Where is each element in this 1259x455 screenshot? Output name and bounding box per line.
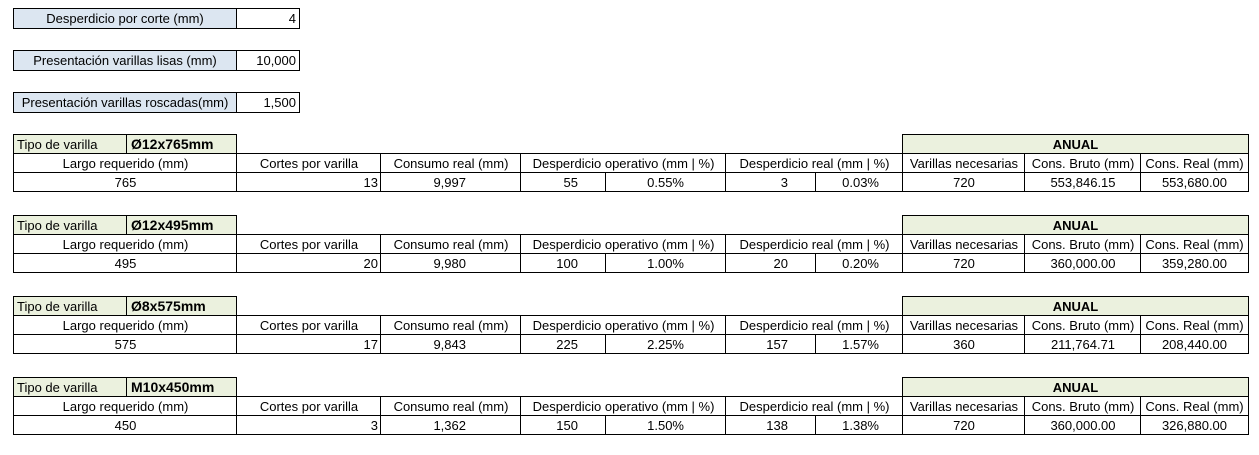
value-desp-real-pct[interactable]: 0.20% — [815, 253, 903, 273]
presentacion-lisas-label[interactable]: Presentación varillas lisas (mm) — [13, 50, 237, 71]
header-varillas[interactable]: Varillas necesarias — [902, 153, 1025, 173]
header-largo[interactable]: Largo requerido (mm) — [13, 153, 237, 173]
header-cortes[interactable]: Cortes por varilla — [236, 153, 381, 173]
anual-header[interactable]: ANUAL — [902, 215, 1249, 235]
value-desp-op-pct[interactable]: 0.55% — [605, 172, 726, 192]
value-real[interactable]: 553,680.00 — [1140, 172, 1249, 192]
header-desp-real[interactable]: Desperdicio real (mm | %) — [725, 396, 903, 416]
value-bruto[interactable]: 211,764.71 — [1024, 334, 1141, 354]
value-bruto[interactable]: 553,846.15 — [1024, 172, 1141, 192]
tipo-label[interactable]: Tipo de varilla — [13, 296, 127, 316]
desperdicio-corte-value[interactable]: 4 — [236, 8, 300, 29]
anual-header[interactable]: ANUAL — [902, 377, 1249, 397]
value-desp-op-pct[interactable]: 2.25% — [605, 334, 726, 354]
header-bruto[interactable]: Cons. Bruto (mm) — [1024, 396, 1141, 416]
tipo-name[interactable]: M10x450mm — [126, 377, 237, 397]
value-cortes[interactable]: 17 — [236, 334, 381, 354]
header-consumo[interactable]: Consumo real (mm) — [380, 396, 521, 416]
value-consumo[interactable]: 9,980 — [380, 253, 521, 273]
header-desp-operativo[interactable]: Desperdicio operativo (mm | %) — [520, 396, 726, 416]
value-cortes[interactable]: 13 — [236, 172, 381, 192]
value-largo[interactable]: 765 — [13, 172, 237, 192]
value-desp-op-pct[interactable]: 1.00% — [605, 253, 726, 273]
value-largo[interactable]: 450 — [13, 415, 237, 435]
header-desp-operativo[interactable]: Desperdicio operativo (mm | %) — [520, 153, 726, 173]
value-cortes[interactable]: 3 — [236, 415, 381, 435]
value-real[interactable]: 326,880.00 — [1140, 415, 1249, 435]
value-bruto[interactable]: 360,000.00 — [1024, 415, 1141, 435]
value-desp-op-mm[interactable]: 100 — [520, 253, 606, 273]
value-desp-real-mm[interactable]: 20 — [725, 253, 816, 273]
header-largo[interactable]: Largo requerido (mm) — [13, 396, 237, 416]
header-largo[interactable]: Largo requerido (mm) — [13, 315, 237, 335]
value-desp-real-pct[interactable]: 1.38% — [815, 415, 903, 435]
tipo-name[interactable]: Ø12x765mm — [126, 134, 237, 154]
anual-header[interactable]: ANUAL — [902, 134, 1249, 154]
header-desp-real[interactable]: Desperdicio real (mm | %) — [725, 234, 903, 254]
header-bruto[interactable]: Cons. Bruto (mm) — [1024, 234, 1141, 254]
header-real[interactable]: Cons. Real (mm) — [1140, 396, 1249, 416]
value-desp-op-pct[interactable]: 1.50% — [605, 415, 726, 435]
header-desp-real[interactable]: Desperdicio real (mm | %) — [725, 153, 903, 173]
header-real[interactable]: Cons. Real (mm) — [1140, 153, 1249, 173]
header-varillas[interactable]: Varillas necesarias — [902, 396, 1025, 416]
header-desp-operativo[interactable]: Desperdicio operativo (mm | %) — [520, 234, 726, 254]
header-real[interactable]: Cons. Real (mm) — [1140, 234, 1249, 254]
value-desp-real-pct[interactable]: 0.03% — [815, 172, 903, 192]
value-desp-op-mm[interactable]: 55 — [520, 172, 606, 192]
value-varillas[interactable]: 360 — [902, 334, 1025, 354]
presentacion-roscadas-value[interactable]: 1,500 — [236, 92, 300, 113]
value-bruto[interactable]: 360,000.00 — [1024, 253, 1141, 273]
header-cortes[interactable]: Cortes por varilla — [236, 396, 381, 416]
value-desp-op-mm[interactable]: 150 — [520, 415, 606, 435]
value-consumo[interactable]: 9,997 — [380, 172, 521, 192]
header-desp-real[interactable]: Desperdicio real (mm | %) — [725, 315, 903, 335]
value-cortes[interactable]: 20 — [236, 253, 381, 273]
value-desp-real-mm[interactable]: 157 — [725, 334, 816, 354]
value-desp-real-mm[interactable]: 3 — [725, 172, 816, 192]
header-cortes[interactable]: Cortes por varilla — [236, 315, 381, 335]
value-desp-real-mm[interactable]: 138 — [725, 415, 816, 435]
header-cortes[interactable]: Cortes por varilla — [236, 234, 381, 254]
presentacion-lisas-value[interactable]: 10,000 — [236, 50, 300, 71]
header-consumo[interactable]: Consumo real (mm) — [380, 234, 521, 254]
value-consumo[interactable]: 9,843 — [380, 334, 521, 354]
tipo-label[interactable]: Tipo de varilla — [13, 215, 127, 235]
value-desp-op-mm[interactable]: 225 — [520, 334, 606, 354]
value-desp-real-pct[interactable]: 1.57% — [815, 334, 903, 354]
value-varillas[interactable]: 720 — [902, 172, 1025, 192]
value-consumo[interactable]: 1,362 — [380, 415, 521, 435]
value-real[interactable]: 359,280.00 — [1140, 253, 1249, 273]
header-desp-operativo[interactable]: Desperdicio operativo (mm | %) — [520, 315, 726, 335]
anual-header[interactable]: ANUAL — [902, 296, 1249, 316]
header-varillas[interactable]: Varillas necesarias — [902, 315, 1025, 335]
presentacion-roscadas-label[interactable]: Presentación varillas roscadas(mm) — [13, 92, 237, 113]
value-varillas[interactable]: 720 — [902, 253, 1025, 273]
tipo-name[interactable]: Ø12x495mm — [126, 215, 237, 235]
header-bruto[interactable]: Cons. Bruto (mm) — [1024, 153, 1141, 173]
header-varillas[interactable]: Varillas necesarias — [902, 234, 1025, 254]
header-largo[interactable]: Largo requerido (mm) — [13, 234, 237, 254]
header-consumo[interactable]: Consumo real (mm) — [380, 315, 521, 335]
value-largo[interactable]: 495 — [13, 253, 237, 273]
desperdicio-corte-label[interactable]: Desperdicio por corte (mm) — [13, 8, 237, 29]
tipo-label[interactable]: Tipo de varilla — [13, 377, 127, 397]
tipo-label[interactable]: Tipo de varilla — [13, 134, 127, 154]
header-real[interactable]: Cons. Real (mm) — [1140, 315, 1249, 335]
header-consumo[interactable]: Consumo real (mm) — [380, 153, 521, 173]
value-varillas[interactable]: 720 — [902, 415, 1025, 435]
value-real[interactable]: 208,440.00 — [1140, 334, 1249, 354]
header-bruto[interactable]: Cons. Bruto (mm) — [1024, 315, 1141, 335]
tipo-name[interactable]: Ø8x575mm — [126, 296, 237, 316]
value-largo[interactable]: 575 — [13, 334, 237, 354]
